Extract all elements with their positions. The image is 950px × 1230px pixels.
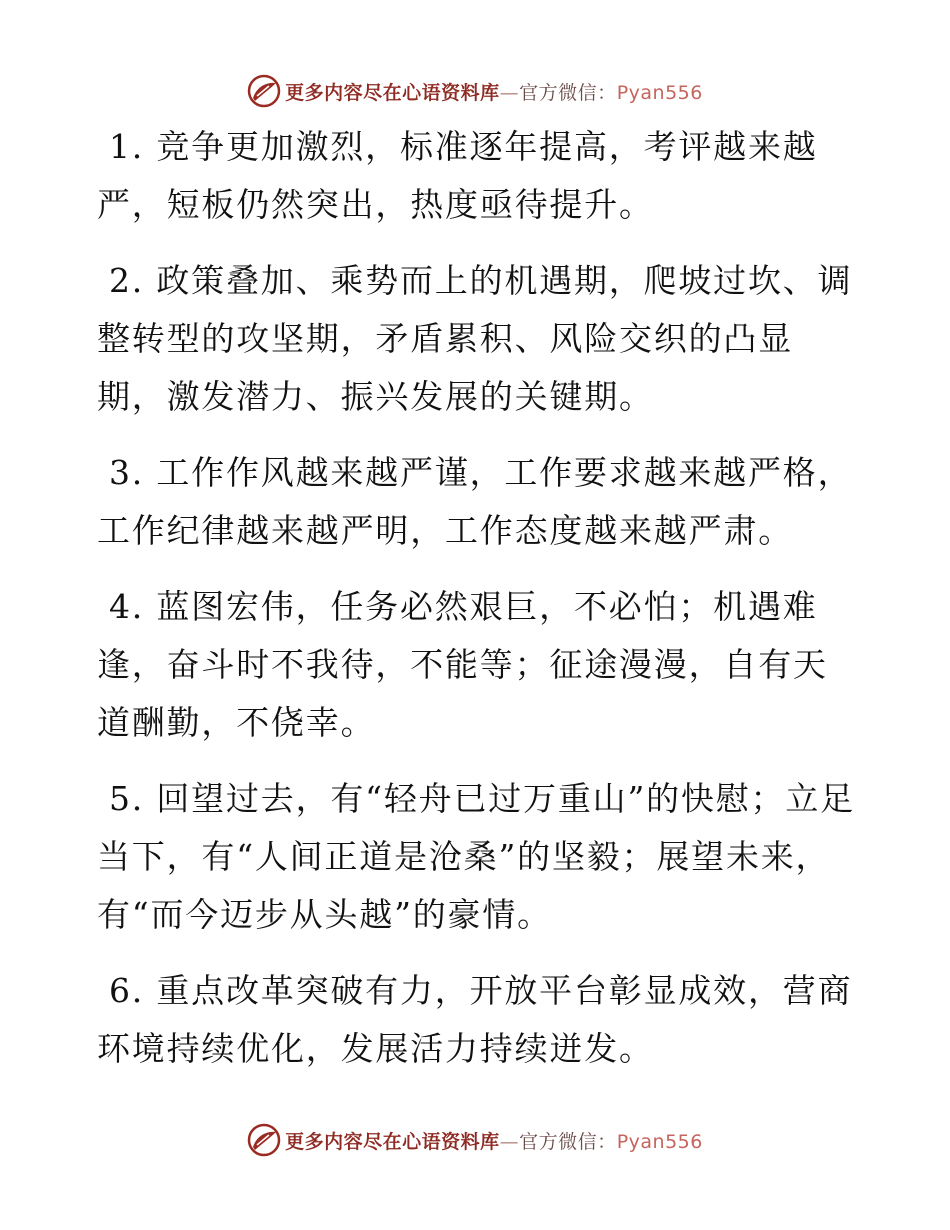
banner-main-text: 更多内容尽在心语资料库 [285,81,500,104]
banner-wechat-label: 官方微信： [519,81,617,104]
paragraph-5: 5. 回望过去，有“轻舟已过万重山”的快慰；立足当下，有“人间正道是沧桑”的坚毅；展望未来，有“而今迈步从头越”的豪情。 [97,779,855,934]
banner-wechat-id: Pyan556 [616,1130,703,1153]
banner-wechat-id: Pyan556 [616,81,703,104]
paragraph-2: 2. 政策叠加、乘势而上的机遇期，爬坡过坎、调整转型的攻坚期，矛盾累积、风险交织的凸显期，激发潜力、振兴发展的关键期。 [97,261,853,416]
paragraph-4: 4. 蓝图宏伟，任务必然艰巨，不必怕；机遇难逢，奋斗时不我待，不能等；征途漫漫，自有天道酬勤，不侥幸。 [97,587,828,742]
footer-watermark-banner [0,1120,950,1160]
banner-dash: — [499,81,520,104]
pen-logo-icon [247,1123,281,1157]
banner-text [285,78,703,105]
paragraph-6: 6. 重点改革突破有力，开放平台彰显成效，营商环境持续优化，发展活力持续迸发。 [97,971,853,1068]
banner-dash: — [499,1130,520,1153]
paragraph-3: 3. 工作作风越来越严谨，工作要求越来越严格，工作纪律越来越严明，工作态度越来越严肃。 [97,453,853,550]
paragraph-1: 1. 竞争更加激烈，标准逐年提高，考评越来越严，短板仍然突出，热度亟待提升。 [97,127,818,224]
banner-wechat-label: 官方微信： [519,1130,617,1153]
banner-text [285,1127,703,1154]
banner-main-text: 更多内容尽在心语资料库 [285,1130,500,1153]
pen-logo-icon [247,74,281,108]
document-body [97,118,857,1096]
header-watermark-banner [0,71,950,111]
